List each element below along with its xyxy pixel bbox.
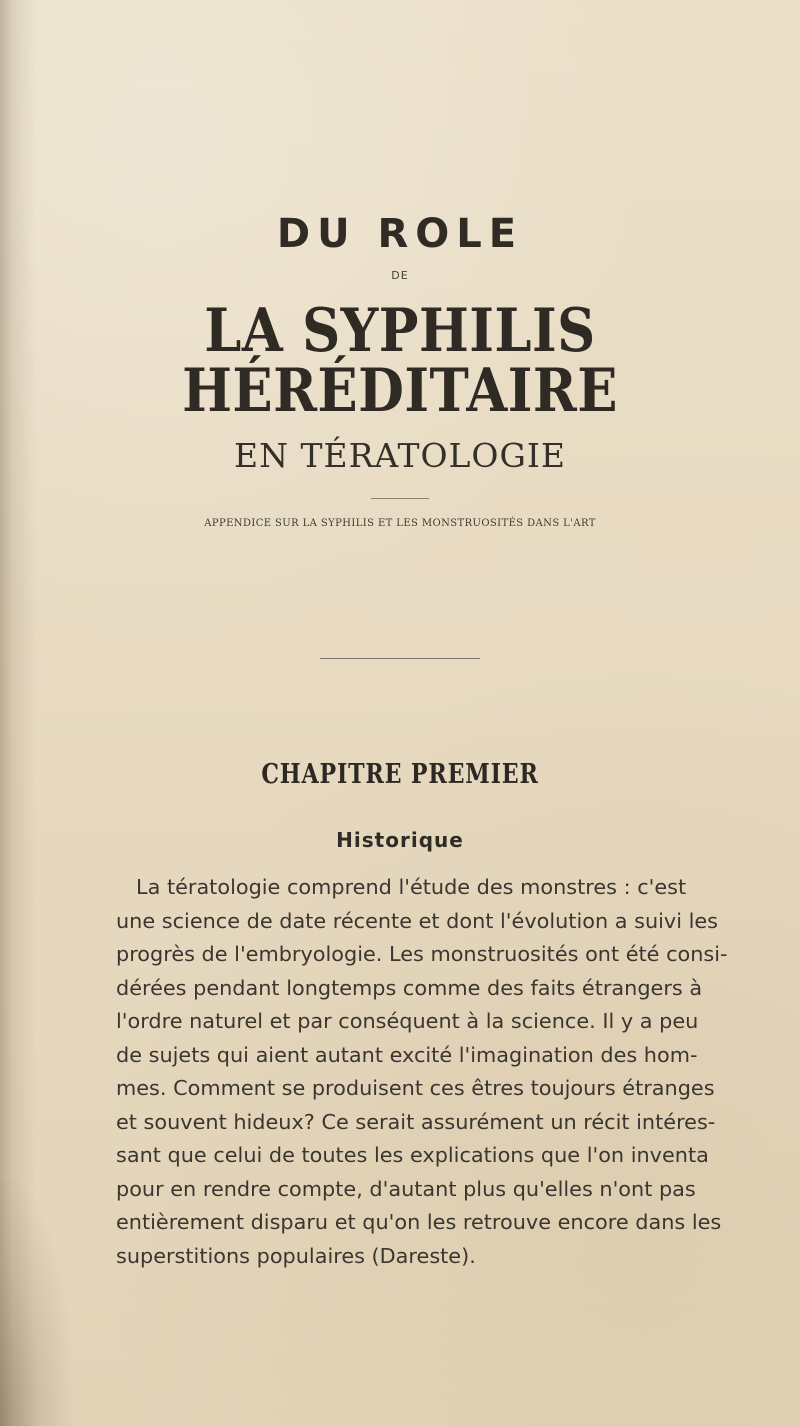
page-subtitle: EN TÉRATOLOGIE xyxy=(234,436,566,475)
chapter-title: CHAPITRE PREMIER xyxy=(261,759,539,790)
paragraph-line: et souvent hideux? Ce serait assurément un récit intéres- xyxy=(116,1109,716,1134)
paragraph-line: progrès de l'embryologie. Les monstruosités ont été consi- xyxy=(116,942,728,966)
title-block xyxy=(0,211,800,529)
paragraph-line: entièrement disparu et qu'on les retrouve encore dans les xyxy=(116,1210,722,1234)
title-de: DE xyxy=(391,269,409,282)
short-divider xyxy=(371,498,429,499)
chapter-subtitle: Historique xyxy=(336,828,464,852)
chapter-heading-block xyxy=(0,761,800,850)
paragraph-line: sant que celui de toutes les explications que l'on inventa xyxy=(116,1143,709,1167)
title-top: DU ROLE xyxy=(276,211,524,257)
paragraph-line: dérées pendant longtemps comme des faits étrangers à xyxy=(116,975,703,1000)
paragraph-line: superstitions populaires (Dareste). xyxy=(116,1243,476,1268)
page-title: LA SYPHILIS HÉRÉDITAIRE xyxy=(182,296,618,426)
paragraph-line: mes. Comment se produisent ces êtres toujours étranges xyxy=(116,1076,715,1100)
page-corner-shadow xyxy=(0,1180,72,1426)
body-paragraph xyxy=(116,871,728,1273)
paragraph-line: l'ordre naturel et par conséquent à la science. Il y a peu xyxy=(116,1009,699,1033)
long-divider xyxy=(320,658,480,659)
paragraph-line: de sujets qui aient autant excité l'imagination des hom- xyxy=(116,1042,698,1067)
paragraph-line: pour en rendre compte, d'autant plus qu'elles n'ont pas xyxy=(116,1176,696,1201)
paragraph-line: La tératologie comprend l'étude des monstres : c'est xyxy=(136,875,687,899)
appendix-line: APPENDICE SUR LA SYPHILIS ET LES MONSTRUOSITÉS DANS L'ART xyxy=(204,518,596,529)
paragraph-line: une science de date récente et dont l'évolution a suivi les xyxy=(116,908,719,933)
